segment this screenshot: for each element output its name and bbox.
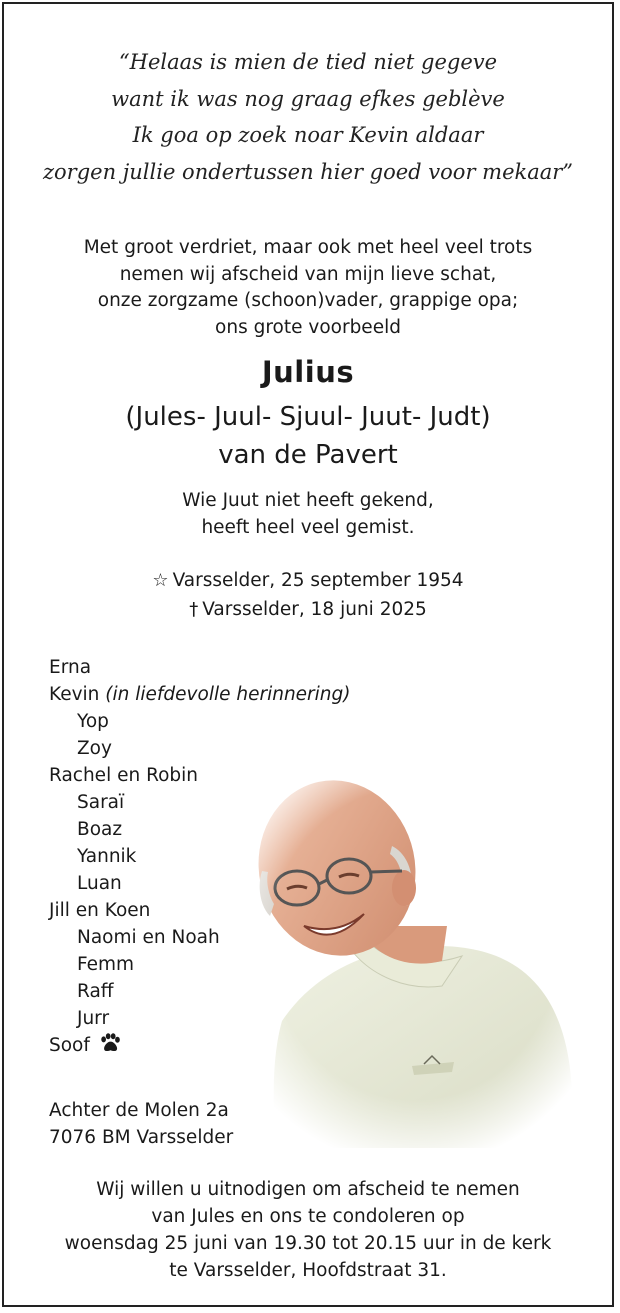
obituary-card (2, 2, 614, 1307)
address-city: 7076 BM Varsselder (49, 1127, 234, 1148)
intro-text (4, 235, 612, 341)
death-date: Varsselder, 18 juni 2025 (202, 599, 427, 620)
invitation-text (4, 1176, 612, 1284)
grandchild: Luan (77, 873, 122, 894)
memorial-note: (in liefdevolle herinnering) (105, 684, 351, 705)
family-member: Rachel en Robin (49, 765, 199, 786)
invitation-line: van Jules en ons te condoleren op (151, 1206, 465, 1227)
grandchild: Yannik (77, 846, 137, 867)
family-member: Jill en Koen (49, 900, 151, 921)
family-member: Erna (49, 657, 92, 678)
grandchild: Jurr (77, 1008, 110, 1029)
intro-line: Met groot verdriet, maar ook met heel veel trots (83, 237, 533, 258)
birth-date-line (4, 566, 612, 595)
poem-line: want ik was nog graag efkes geblève (111, 86, 505, 111)
address-street: Achter de Molen 2a (49, 1100, 229, 1121)
intro-line: onze zorgzame (schoon)vader, grappige opa; (97, 290, 519, 311)
deceased-first-name: Julius (261, 355, 355, 389)
intro-line: ons grote voorbeeld (215, 316, 401, 338)
cross-icon: † (189, 599, 199, 620)
grandchild: Naomi en Noah (77, 927, 220, 948)
grandchild: Saraï (77, 792, 125, 813)
poem-line: “Helaas is mien de tied niet gegeve (118, 50, 498, 74)
deceased-last-name: van de Pavert (218, 440, 398, 470)
star-icon: ☆ (152, 570, 169, 591)
death-date-line (4, 595, 612, 624)
grandchild: Boaz (77, 819, 123, 840)
intro-line: nemen wij afscheid van mijn lieve schat, (119, 263, 497, 285)
grandchild: Raff (77, 981, 114, 1002)
invitation-line: Wij willen u uitnodigen om afscheid te nemen (96, 1179, 520, 1200)
portrait-photo (242, 776, 587, 1148)
grandchild: Zoy (77, 738, 112, 759)
grandchild: Yop (77, 711, 109, 732)
invitation-line: woensdag 25 juni van 19.30 tot 20.15 uur in de kerk (64, 1233, 552, 1254)
deceased-nicknames: (Jules- Juul- Sjuul- Juut- Judt) (125, 402, 491, 432)
birth-date: Varsselder, 25 september 1954 (172, 570, 464, 591)
poem-line: Ik goa op zoek noar Kevin aldaar (132, 123, 484, 147)
motto-line: Wie Juut niet heeft gekend, (182, 490, 434, 511)
poem (4, 44, 612, 190)
family-member-name: Kevin (49, 684, 100, 705)
invitation-line: te Varsselder, Hoofdstraat 31. (169, 1260, 447, 1281)
poem-line: zorgen jullie ondertussen hier goed voor mekaar” (42, 159, 574, 184)
pet-name: Soof (49, 1035, 90, 1056)
paw-print-icon (99, 1033, 121, 1053)
grandchild: Femm (77, 954, 135, 975)
address (49, 1097, 233, 1151)
family-member (49, 681, 351, 708)
life-dates (4, 566, 612, 624)
motto (4, 487, 612, 541)
motto-line: heeft heel veel gemist. (201, 517, 415, 538)
